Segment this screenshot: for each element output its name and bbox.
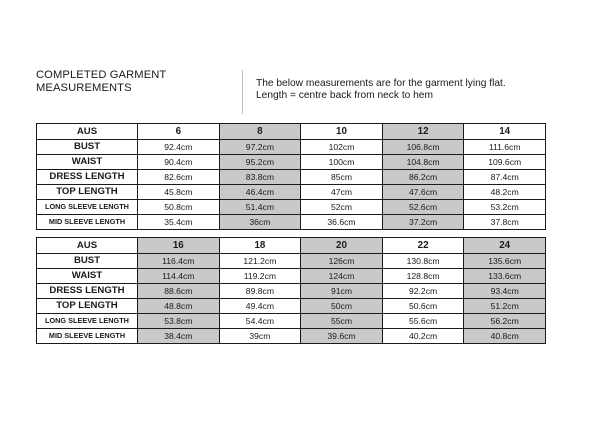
page-title (36, 69, 226, 95)
measurement-cell: 87.4cm (464, 170, 546, 185)
table-row (37, 215, 546, 230)
size-header-24: 24 (464, 238, 546, 254)
size-header-6: 6 (138, 124, 220, 140)
measurement-cell: 119.2cm (219, 269, 301, 284)
table-row (37, 185, 546, 200)
size-table-small (36, 123, 546, 230)
measurement-cell: 114.4cm (138, 269, 220, 284)
measurement-cell: 92.4cm (138, 140, 220, 155)
page-title-line-1: COMPLETED GARMENT (36, 69, 167, 81)
table-row (37, 284, 546, 299)
measurement-cell: 124cm (301, 269, 383, 284)
row-label-bust: BUST (37, 254, 138, 269)
size-header-8: 8 (219, 124, 301, 140)
measurement-cell: 50.8cm (138, 200, 220, 215)
measurement-cell: 55.6cm (382, 314, 464, 329)
measurement-cell: 55cm (301, 314, 383, 329)
measurement-cell: 49.4cm (219, 299, 301, 314)
measurement-cell: 104.8cm (382, 155, 464, 170)
measurement-cell: 128.8cm (382, 269, 464, 284)
row-label-dress-length: DRESS LENGTH (37, 284, 138, 299)
row-label-waist: WAIST (37, 155, 138, 170)
measurement-cell: 39.6cm (301, 329, 383, 344)
table-row (37, 140, 546, 155)
size-header-12: 12 (382, 124, 464, 140)
size-header-22: 22 (382, 238, 464, 254)
measurement-cell: 45.8cm (138, 185, 220, 200)
measurement-cell: 37.2cm (382, 215, 464, 230)
table-row (37, 200, 546, 215)
table-row (37, 155, 546, 170)
measurement-cell: 82.6cm (138, 170, 220, 185)
row-label-mid-sleeve-length: MID SLEEVE LENGTH (37, 329, 138, 344)
measurement-cell: 90.4cm (138, 155, 220, 170)
measurement-cell: 36cm (219, 215, 301, 230)
row-label-top-length: TOP LENGTH (37, 185, 138, 200)
measurement-cell: 52.6cm (382, 200, 464, 215)
table-row (37, 299, 546, 314)
measurement-cell: 111.6cm (464, 140, 546, 155)
measurement-cell: 40.2cm (382, 329, 464, 344)
measurement-cell: 85cm (301, 170, 383, 185)
measurement-cell: 50.6cm (382, 299, 464, 314)
measurement-note-line-1: The below measurements are for the garment lying flat. (256, 78, 506, 89)
measurement-cell: 100cm (301, 155, 383, 170)
measurement-cell: 95.2cm (219, 155, 301, 170)
measurement-cell: 92.2cm (382, 284, 464, 299)
measurement-cell: 36.6cm (301, 215, 383, 230)
measurement-cell: 133.6cm (464, 269, 546, 284)
measurement-cell: 86.2cm (382, 170, 464, 185)
measurement-note-line-2: Length = centre back from neck to hem (256, 90, 433, 102)
size-header-10: 10 (301, 124, 383, 140)
measurement-cell: 47.6cm (382, 185, 464, 200)
measurement-cell: 135.6cm (464, 254, 546, 269)
measurement-cell: 93.4cm (464, 284, 546, 299)
measurement-cell: 56.2cm (464, 314, 546, 329)
measurement-note (256, 78, 576, 103)
size-header-18: 18 (219, 238, 301, 254)
measurement-cell: 121.2cm (219, 254, 301, 269)
table-row (37, 329, 546, 344)
region-label: AUS (37, 238, 138, 254)
measurement-cell: 130.8cm (382, 254, 464, 269)
row-label-long-sleeve-length: LONG SLEEVE LENGTH (37, 200, 138, 215)
measurement-cell: 91cm (301, 284, 383, 299)
region-label: AUS (37, 124, 138, 140)
table-row (37, 314, 546, 329)
row-label-dress-length: DRESS LENGTH (37, 170, 138, 185)
measurement-cell: 116.4cm (138, 254, 220, 269)
row-label-bust: BUST (37, 140, 138, 155)
table-header-row (37, 238, 546, 254)
measurement-cell: 47cm (301, 185, 383, 200)
size-table-large (36, 237, 546, 344)
measurement-cell: 35.4cm (138, 215, 220, 230)
table-row (37, 269, 546, 284)
measurement-cell: 40.8cm (464, 329, 546, 344)
table-row (37, 170, 546, 185)
size-header-16: 16 (138, 238, 220, 254)
measurement-cell: 51.4cm (219, 200, 301, 215)
measurement-cell: 39cm (219, 329, 301, 344)
measurement-cell: 51.2cm (464, 299, 546, 314)
measurement-cell: 46.4cm (219, 185, 301, 200)
measurement-cell: 50cm (301, 299, 383, 314)
size-header-20: 20 (301, 238, 383, 254)
page-title-line-2: MEASUREMENTS (36, 82, 132, 94)
measurement-cell: 106.8cm (382, 140, 464, 155)
row-label-long-sleeve-length: LONG SLEEVE LENGTH (37, 314, 138, 329)
measurement-cell: 48.8cm (138, 299, 220, 314)
measurement-cell: 52cm (301, 200, 383, 215)
measurement-cell: 109.6cm (464, 155, 546, 170)
heading-divider (242, 70, 243, 114)
table-header-row (37, 124, 546, 140)
row-label-waist: WAIST (37, 269, 138, 284)
measurement-cell: 38.4cm (138, 329, 220, 344)
measurement-cell: 88.6cm (138, 284, 220, 299)
row-label-top-length: TOP LENGTH (37, 299, 138, 314)
measurement-cell: 97.2cm (219, 140, 301, 155)
row-label-mid-sleeve-length: MID SLEEVE LENGTH (37, 215, 138, 230)
table-row (37, 254, 546, 269)
measurement-cell: 89.8cm (219, 284, 301, 299)
measurement-cell: 53.8cm (138, 314, 220, 329)
measurement-cell: 37.8cm (464, 215, 546, 230)
measurement-cell: 53.2cm (464, 200, 546, 215)
measurement-cell: 83.8cm (219, 170, 301, 185)
measurement-cell: 102cm (301, 140, 383, 155)
measurement-cell: 48.2cm (464, 185, 546, 200)
measurement-cell: 126cm (301, 254, 383, 269)
measurement-cell: 54.4cm (219, 314, 301, 329)
size-header-14: 14 (464, 124, 546, 140)
